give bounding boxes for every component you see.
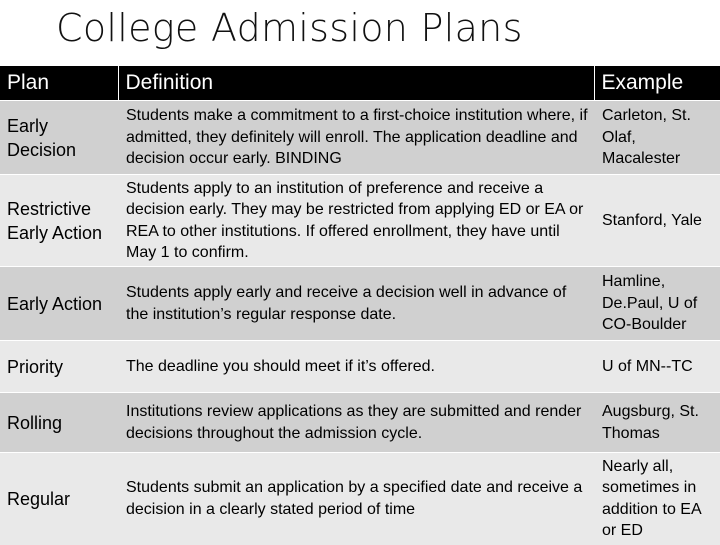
header-example: Example [594, 66, 720, 101]
plan-cell: Priority [0, 341, 118, 393]
plan-cell: Restrictive Early Action [0, 175, 118, 267]
definition-cell: The deadline you should meet if it’s offered. [118, 341, 594, 393]
table-header-row [0, 66, 720, 101]
admission-plans-table [0, 66, 720, 545]
table-row [0, 101, 720, 175]
table-row [0, 393, 720, 453]
example-cell: Nearly all, sometimes in addition to EA or ED [594, 453, 720, 545]
table-row [0, 175, 720, 267]
example-cell: Stanford, Yale [594, 175, 720, 267]
header-definition: Definition [118, 66, 594, 101]
plan-cell: Early Action [0, 267, 118, 341]
header-plan: Plan [0, 66, 118, 101]
table-row [0, 453, 720, 545]
example-cell: Augsburg, St. Thomas [594, 393, 720, 453]
page-title: College Admission Plans [56, 6, 523, 50]
definition-cell: Students submit an application by a specified date and receive a decision in a clearly stated period of time [118, 453, 594, 545]
table-row [0, 341, 720, 393]
definition-cell: Students make a commitment to a first-choice institution where, if admitted, they definitely will enroll. The application deadline and decision occur early. BINDING [118, 101, 594, 175]
definition-cell: Institutions review applications as they are submitted and render decisions throughout the admission cycle. [118, 393, 594, 453]
definition-cell: Students apply to an institution of preference and receive a decision early. They may be restricted from applying ED or EA or REA to other institutions. If offered enrollment, they have until May 1 to confirm. [118, 175, 594, 267]
example-cell: Hamline, De.Paul, U of CO-Boulder [594, 267, 720, 341]
plan-cell: Rolling [0, 393, 118, 453]
example-cell: U of MN--TC [594, 341, 720, 393]
plan-cell: Regular [0, 453, 118, 545]
definition-cell: Students apply early and receive a decision well in advance of the institution’s regular response date. [118, 267, 594, 341]
plan-cell: Early Decision [0, 101, 118, 175]
table-row [0, 267, 720, 341]
example-cell: Carleton, St. Olaf, Macalester [594, 101, 720, 175]
